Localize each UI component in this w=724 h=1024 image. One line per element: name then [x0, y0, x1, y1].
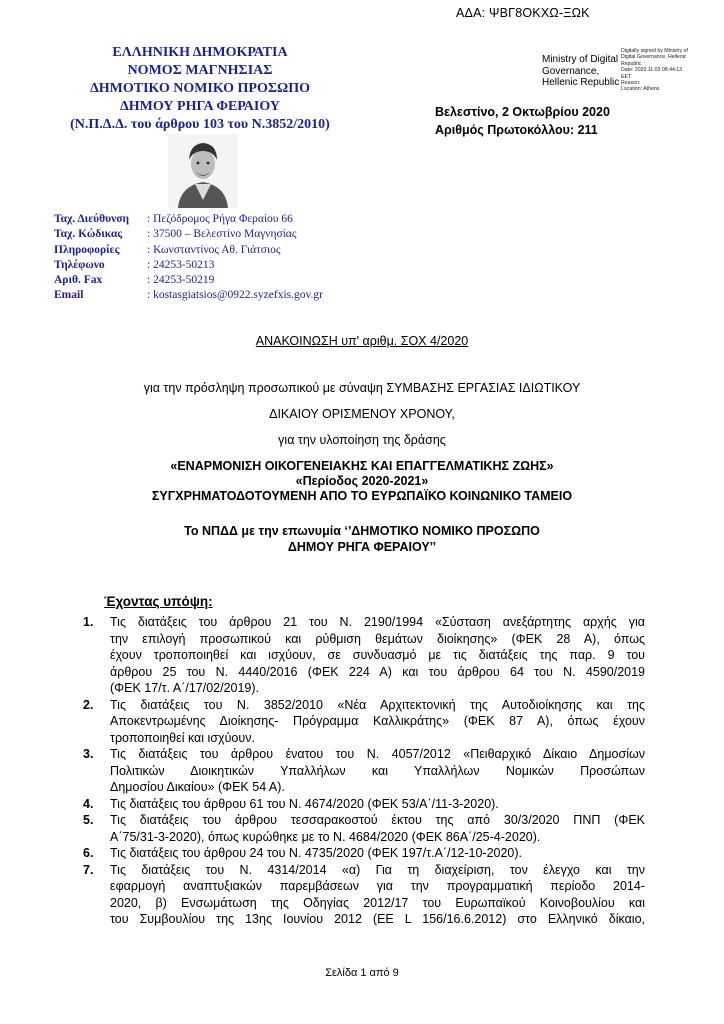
item-line: Τις διατάξεις του άρθρου τεσσαρακοστού έκτου της από 30/3/2020 ΠΝΠ (ΦΕΚ — [110, 813, 645, 827]
item-line: Τις διατάξεις του άρθρου 24 του Ν. 4735/2020 (ΦΕΚ 197/τ.Α΄/12-10-2020). — [110, 846, 523, 860]
item-number: 2. — [83, 697, 94, 712]
contact-label: Τηλέφωνο — [54, 258, 105, 271]
item-number: 4. — [83, 796, 94, 811]
item-text — [110, 614, 645, 697]
item-line: εφαρμογή αναπτυξιακών παρεμβάσεων για την προγραμματική περίοδο 2014- — [110, 879, 645, 893]
purpose-line: για την υλοποίηση της δράσης — [278, 433, 446, 447]
signature-org-line: Ministry of Digital — [542, 54, 619, 65]
entity-line: ΔΗΜΟΥ ΡΗΓΑ ΦΕΡΑΙΟΥ’’ — [287, 540, 437, 554]
date-line: Βελεστίνο, 2 Οκτωβρίου 2020 — [435, 105, 610, 119]
legal-basis-list — [83, 614, 645, 928]
header-line: ΝΟΜΟΣ ΜΑΓΝΗΣΙΑΣ — [127, 63, 273, 78]
contact-label: Αριθ. Fax — [54, 274, 103, 287]
item-line: έχουν τροποποιηθεί και ισχύουν, σε συνδυασμό με τις διατάξεις της παρ. 9 του — [110, 648, 645, 662]
item-line: Α΄75/31-3-2020), όπως κυρώθηκε με το Ν. 4684/2020 (ΦΕΚ 86Α΄/25-4-2020). — [110, 829, 541, 844]
list-item — [83, 845, 645, 862]
header-line: ΔΗΜΟΤΙΚΟ ΝΟΜΙΚΟ ΠΡΟΣΩΠΟ — [89, 81, 311, 96]
item-line: 2020, β) Ενσωμάτωση της Οδηγίας 2012/17 του Ευρωπαϊκού Κοινοβουλίου και — [110, 895, 645, 910]
portrait-image — [168, 134, 238, 208]
having-regard-heading: Έχοντας υπόψη: — [104, 594, 213, 609]
list-item — [83, 614, 645, 697]
list-item — [83, 746, 645, 796]
date-block — [435, 103, 610, 139]
list-item — [83, 697, 645, 747]
contact-label: Ταχ. Διεύθυνση — [54, 213, 130, 225]
contact-email: : kostasgiatsios@0922.syzefxis.gov.gr — [147, 289, 323, 302]
page-number: Σελίδα 1 από 9 — [325, 967, 399, 979]
item-line: άρθρου 25 του Ν. 4440/2016 (ΦΕΚ 224 Α) και του άρθρου 64 του Ν. 4590/2019 — [110, 664, 645, 679]
signature-detail-line: EET — [621, 73, 632, 80]
announcement-title: ΑΝΑΚΟΙΝΩΣΗ υπ' αριθμ. ΣΟΧ 4/2020 — [255, 334, 469, 348]
item-line: Τις διατάξεις του Ν. 3852/2010 «Νέα Αρχιτεκτονική της Αυτοδιοίκησης και της — [110, 697, 645, 712]
signature-detail-line: Reason: — [621, 80, 641, 87]
item-line: την επιλογή προσωπικού και ρύθμιση θεμάτων διοίκησης» (ΦΕΚ 28 Α), όπως — [110, 631, 645, 646]
contact-row — [54, 273, 323, 288]
item-line: Τις διατάξεις του άρθρου 21 του Ν. 2190/1994 «Σύσταση ανεξάρτητης αρχής για — [110, 615, 645, 629]
item-text — [110, 862, 645, 928]
header-line: (Ν.Π.Δ.Δ. του άρθρου 103 του Ν.3852/2010) — [70, 117, 330, 132]
contact-row — [54, 243, 323, 258]
item-line: Τις διατάξεις του άρθρου 61 του Ν. 4674/2020 (ΦΕΚ 53/Α΄/11-3-2020). — [110, 796, 499, 811]
issuer-header — [44, 44, 356, 134]
contact-row — [54, 212, 323, 227]
signature-org-line: Governance, — [542, 65, 600, 77]
item-text — [110, 697, 645, 747]
contact-row — [54, 227, 323, 242]
list-item — [83, 796, 645, 813]
protocol-number: Αριθμός Πρωτοκόλλου: 211 — [435, 123, 598, 137]
signature-detail-line: Location: Athens — [621, 86, 660, 93]
contact-details — [54, 212, 323, 304]
action-funding: ΣΥΓΧΡΗΜΑΤΟΔΟΤΟΥΜΕΝΗ ΑΠΟ ΤΟ ΕΥΡΩΠΑΪΚΟ ΚΟΙΝΩΝΙΚΟ ΤΑΜΕΙΟ — [151, 489, 573, 503]
item-text — [110, 845, 645, 862]
ada-code: ΑΔΑ: ΨΒΓ8ΟΚΧΩ-ΞΩΚ — [456, 6, 590, 20]
list-item — [83, 812, 645, 845]
action-period: «Περίοδος 2020-2021» — [295, 474, 429, 488]
signature-detail-line: Digitally signed by Ministry of — [621, 48, 688, 54]
list-item — [83, 862, 645, 928]
item-line: (ΦΕΚ 17/τ. Α΄/17/02/2019). — [110, 681, 260, 695]
entity-line: Το ΝΠΔΔ με την επωνυμία ‘’ΔΗΜΟΤΙΚΟ ΝΟΜΙΚΟ ΠΡΟΣΩΠΟ — [184, 524, 540, 538]
contact-value: : Κωνσταντίνος Αθ. Γιάτσιος — [147, 243, 281, 256]
header-line: ΕΛΛΗΝΙΚΗ ΔΗΜΟΚΡΑΤΙΑ — [112, 45, 288, 60]
item-line: Πολιτικών Διοικητικών Υπαλλήλων και Υπαλλήλων Νομικών Προσώπων — [110, 763, 645, 778]
contact-label: Πληροφορίες — [54, 243, 120, 256]
item-number: 7. — [83, 862, 94, 877]
contact-label: Ταχ. Κώδικας — [54, 228, 123, 241]
signature-details — [621, 48, 718, 93]
contact-value: : Πεζόδρομος Ρήγα Φεραίου 66 — [147, 213, 293, 225]
contact-row — [54, 258, 323, 273]
item-text — [110, 812, 645, 845]
signature-detail-line: Digital Governance, Hellenic — [621, 54, 687, 61]
item-number: 5. — [83, 813, 94, 827]
contact-value: : 24253-50219 — [147, 274, 215, 287]
contact-value: : 24253-50213 — [147, 258, 215, 271]
contact-label: Email — [54, 289, 84, 302]
action-title: «ΕΝΑΡΜΟΝΙΣΗ ΟΙΚΟΓΕΝΕΙΑΚΗΣ ΚΑΙ ΕΠΑΓΓΕΛΜΑΤΙΚΗΣ ΖΩΗΣ» — [170, 459, 554, 473]
purpose-line: ΔΙΚΑΙΟΥ ΟΡΙΣΜΕΝΟΥ ΧΡΟΝΟΥ, — [269, 407, 455, 421]
contact-row — [54, 288, 323, 303]
item-line: Τις διατάξεις του Ν. 4314/2014 «α) Για τη διαχείριση, τον έλεγχο και την — [110, 862, 645, 877]
signature-org — [542, 54, 628, 89]
signature-detail-line: Date: 2020.11.03 08:44:13 — [621, 67, 683, 74]
header-line: ΔΗΜΟΥ ΡΗΓΑ ΦΕΡΑΙΟΥ — [120, 99, 280, 114]
signature-org-line: Hellenic Republic — [542, 77, 620, 88]
item-text — [110, 796, 645, 813]
item-line: τροποποιηθεί και ισχύουν. — [110, 730, 255, 745]
item-number: 6. — [83, 846, 94, 860]
item-number: 1. — [83, 615, 94, 629]
item-text — [110, 746, 645, 796]
item-line: Τις διατάξεις του άρθρου ένατου του Ν. 4057/2012 «Πειθαρχικό Δίκαιο Δημοσίων — [110, 747, 645, 761]
item-line: Δημοσίου Δικαίου» (ΦΕΚ 54 Α). — [110, 780, 285, 794]
contact-value: : 37500 – Βελεστίνο Μαγνησίας — [147, 228, 297, 241]
item-number: 3. — [83, 747, 94, 761]
item-line: του Συμβουλίου της 13ης Ιουνίου 2012 (ΕΕ L 156/16.6.2012) στο Ελληνικό δίκαιο, — [110, 912, 645, 926]
item-line: Αποκεντρωμένης Διοίκησης- Πρόγραμμα Καλλικράτης» (ΦΕΚ 87 Α), όπως έχουν — [110, 714, 645, 728]
signature-detail-line: Republic — [621, 60, 642, 67]
purpose-line: για την πρόσληψη προσωπικού με σύναψη ΣΥΜΒΑΣΗΣ ΕΡΓΑΣΙΑΣ ΙΔΙΩΤΙΚΟΥ — [143, 381, 581, 395]
digital-signature — [542, 48, 718, 94]
